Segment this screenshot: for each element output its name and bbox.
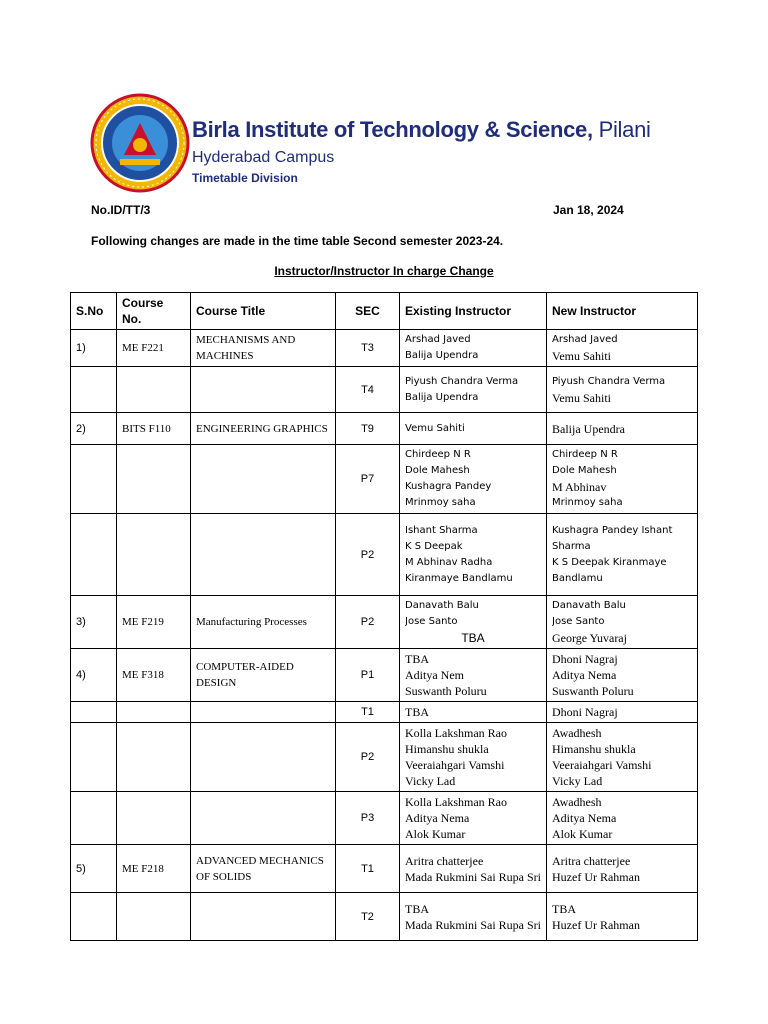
cell-course-title: [191, 792, 336, 845]
instructor-name: Awadhesh: [552, 726, 602, 740]
cell-new-instructor: [547, 413, 698, 445]
table-row: [71, 367, 698, 413]
cell-sno: [71, 792, 117, 845]
cell-sec: P2: [336, 596, 400, 649]
table-row: [71, 514, 698, 596]
instructor-name: K S Deepak: [405, 540, 463, 552]
cell-existing-instructor: [400, 723, 547, 792]
instructor-name: M Abhinav Radha: [405, 556, 493, 568]
instructor-name: Alok Kumar: [552, 827, 613, 841]
instructor-name: Balija Upendra: [405, 391, 479, 403]
cell-sec: T2: [336, 893, 400, 941]
cell-existing-instructor: [400, 445, 547, 514]
instructor-name: Kushagra Pandey Ishant Sharma: [552, 524, 673, 552]
notice-intro: Following changes are made in the time table Second semester 2023-24.: [91, 234, 504, 248]
cell-course-title: [191, 702, 336, 723]
cell-course-title: [191, 367, 336, 413]
instructor-name: Suswanth Poluru: [405, 684, 487, 698]
cell-sno: 4): [71, 649, 117, 702]
cell-new-instructor: [547, 649, 698, 702]
cell-sec: T1: [336, 702, 400, 723]
table-row: [71, 649, 698, 702]
cell-course-no: [117, 792, 191, 845]
cell-course-no: ME F221: [117, 330, 191, 367]
cell-sno: 1): [71, 330, 117, 367]
instructor-name: Dhoni Nagraj: [552, 652, 618, 666]
instructor-name: Danavath Balu: [405, 600, 479, 611]
instructor-name: Alok Kumar: [405, 827, 466, 841]
cell-course-title: [191, 514, 336, 596]
instructor-name: Vicky Lad: [552, 774, 603, 788]
cell-sec: P2: [336, 723, 400, 792]
instructor-name: Dhoni Nagraj: [552, 705, 618, 719]
cell-course-no: [117, 893, 191, 941]
cell-course-title: [191, 445, 336, 514]
table-row: [71, 845, 698, 893]
instructor-name: Huzef Ur Rahman: [552, 869, 640, 884]
table-row: [71, 445, 698, 514]
cell-new-instructor: [547, 893, 698, 941]
instructor-name: Balija Upendra: [552, 421, 625, 436]
cell-new-instructor: [547, 845, 698, 893]
instructor-name: M Abhinav: [552, 480, 607, 494]
cell-existing-instructor: [400, 792, 547, 845]
instructor-name: Mrinmoy saha: [552, 497, 623, 508]
instructor-name: Dole Mahesh: [405, 465, 470, 476]
cell-course-no: [117, 702, 191, 723]
cell-sno: [71, 702, 117, 723]
instructor-name: Awadhesh: [552, 795, 602, 809]
cell-course-no: ME F219: [117, 596, 191, 649]
instructor-name: K S Deepak Kiranmaye Bandlamu: [552, 556, 667, 584]
instructor-name: Kiranmaye Bandlamu: [405, 572, 513, 584]
cell-sno: [71, 723, 117, 792]
instructor-name: Arshad Javed: [552, 334, 618, 345]
instructor-name: TBA: [552, 901, 576, 916]
cell-course-no: [117, 445, 191, 514]
institute-name-pilani: Pilani: [598, 117, 651, 142]
notice-date: Jan 18, 2024: [553, 203, 624, 217]
instructor-name: TBA: [405, 652, 429, 666]
col-sec: SEC: [336, 293, 400, 330]
cell-course-title: ADVANCED MECHANICS OF SOLIDS: [191, 845, 336, 893]
instructor-name: TBA: [405, 705, 429, 719]
cell-course-title: MECHANISMS AND MACHINES: [191, 330, 336, 367]
instructor-name: George Yuvaraj: [552, 631, 627, 645]
cell-new-instructor: [547, 514, 698, 596]
table-row: [71, 893, 698, 941]
instructor-name: Chirdeep N R: [552, 449, 618, 460]
instructor-name: Kolla Lakshman Rao: [405, 795, 507, 809]
institute-name: [192, 117, 651, 143]
cell-course-no: ME F218: [117, 845, 191, 893]
cell-sec: P2: [336, 514, 400, 596]
instructor-name: Himanshu shukla: [552, 742, 636, 756]
cell-sno: 2): [71, 413, 117, 445]
cell-existing-instructor: [400, 702, 547, 723]
cell-sec: P3: [336, 792, 400, 845]
instructor-name: Veeraiahgari Vamshi: [552, 758, 652, 772]
cell-sno: [71, 445, 117, 514]
instructor-name: Mada Rukmini Sai Rupa Sri: [405, 917, 541, 932]
cell-sec: T1: [336, 845, 400, 893]
instructor-name: TBA: [461, 631, 485, 645]
cell-course-title: [191, 893, 336, 941]
instructor-name: Arshad Javed: [405, 334, 471, 345]
table-body: [71, 330, 698, 941]
cell-existing-instructor: [400, 330, 547, 367]
cell-sec: T4: [336, 367, 400, 413]
cell-new-instructor: [547, 445, 698, 514]
table-row: [71, 792, 698, 845]
instructor-name: TBA: [405, 901, 429, 916]
instructor-name: Aritra chatterjee: [552, 853, 631, 868]
cell-existing-instructor: [400, 649, 547, 702]
instructor-change-table: [70, 292, 698, 941]
col-existing: Existing Instructor: [400, 293, 547, 330]
table-header-row: [71, 293, 698, 330]
cell-new-instructor: [547, 792, 698, 845]
cell-sno: [71, 893, 117, 941]
cell-sno: [71, 367, 117, 413]
reference-number: No.ID/TT/3: [91, 203, 151, 217]
instructor-name: Huzef Ur Rahman: [552, 917, 640, 932]
cell-course-no: BITS F110: [117, 413, 191, 445]
instructor-name: Danavath Balu: [552, 600, 626, 611]
cell-existing-instructor: [400, 845, 547, 893]
bits-logo-icon: [90, 93, 190, 193]
instructor-name: Vemu Sahiti: [405, 422, 465, 434]
cell-sec: P7: [336, 445, 400, 514]
instructor-name: Jose Santo: [552, 616, 605, 627]
cell-existing-instructor: [400, 893, 547, 941]
instructor-name: Jose Santo: [405, 616, 458, 627]
cell-new-instructor: [547, 702, 698, 723]
cell-sec: P1: [336, 649, 400, 702]
cell-new-instructor: [547, 723, 698, 792]
instructor-name: Vemu Sahiti: [552, 349, 611, 363]
instructor-name: Vicky Lad: [405, 774, 456, 788]
cell-course-no: [117, 514, 191, 596]
letterhead: [90, 93, 690, 193]
cell-course-no: [117, 723, 191, 792]
instructor-name: Piyush Chandra Verma: [552, 375, 666, 387]
instructor-name: Kushagra Pandey: [405, 481, 492, 492]
cell-course-title: ENGINEERING GRAPHICS: [191, 413, 336, 445]
cell-new-instructor: [547, 367, 698, 413]
instructor-name: Chirdeep N R: [405, 449, 471, 460]
table-row: [71, 702, 698, 723]
institute-name-main: Birla Institute of Technology & Science,: [192, 117, 593, 142]
instructor-name: Dole Mahesh: [552, 465, 617, 476]
instructor-name: Piyush Chandra Verma: [405, 375, 519, 387]
col-new: New Instructor: [547, 293, 698, 330]
instructor-name: Aditya Nem: [405, 668, 464, 682]
table-row: [71, 413, 698, 445]
table-row: [71, 596, 698, 649]
instructor-name: Vemu Sahiti: [552, 390, 611, 405]
cell-new-instructor: [547, 330, 698, 367]
cell-new-instructor: [547, 596, 698, 649]
instructor-name: Balija Upendra: [405, 350, 479, 361]
instructor-name: Aritra chatterjee: [405, 853, 484, 868]
instructor-name: Mrinmoy saha: [405, 497, 476, 508]
cell-existing-instructor: [400, 596, 547, 649]
cell-course-title: [191, 723, 336, 792]
instructor-name: Mada Rukmini Sai Rupa Sri: [405, 869, 541, 884]
instructor-name: Aditya Nema: [552, 668, 617, 682]
cell-sec: T3: [336, 330, 400, 367]
campus-name: Hyderabad Campus: [192, 149, 335, 166]
cell-existing-instructor: [400, 514, 547, 596]
notice-subtitle: Instructor/Instructor In charge Change: [274, 264, 494, 278]
table-row: [71, 330, 698, 367]
instructor-name: Ishant Sharma: [405, 524, 478, 536]
instructor-name: Aditya Nema: [552, 811, 617, 825]
cell-sno: 5): [71, 845, 117, 893]
cell-sno: [71, 514, 117, 596]
division-name: Timetable Division: [192, 171, 298, 185]
cell-course-title: Manufacturing Processes: [191, 596, 336, 649]
table-row: [71, 723, 698, 792]
cell-sec: T9: [336, 413, 400, 445]
col-course-no: Course No.: [117, 293, 191, 330]
cell-existing-instructor: [400, 367, 547, 413]
col-title: Course Title: [191, 293, 336, 330]
instructor-name: Aditya Nema: [405, 811, 470, 825]
instructor-name: Veeraiahgari Vamshi: [405, 758, 505, 772]
cell-sno: 3): [71, 596, 117, 649]
cell-course-no: [117, 367, 191, 413]
instructor-name: Kolla Lakshman Rao: [405, 726, 507, 740]
cell-course-title: COMPUTER-AIDED DESIGN: [191, 649, 336, 702]
cell-course-no: ME F318: [117, 649, 191, 702]
cell-existing-instructor: [400, 413, 547, 445]
instructor-name: Himanshu shukla: [405, 742, 489, 756]
instructor-name: Suswanth Poluru: [552, 684, 634, 698]
col-sno: S.No: [71, 293, 117, 330]
